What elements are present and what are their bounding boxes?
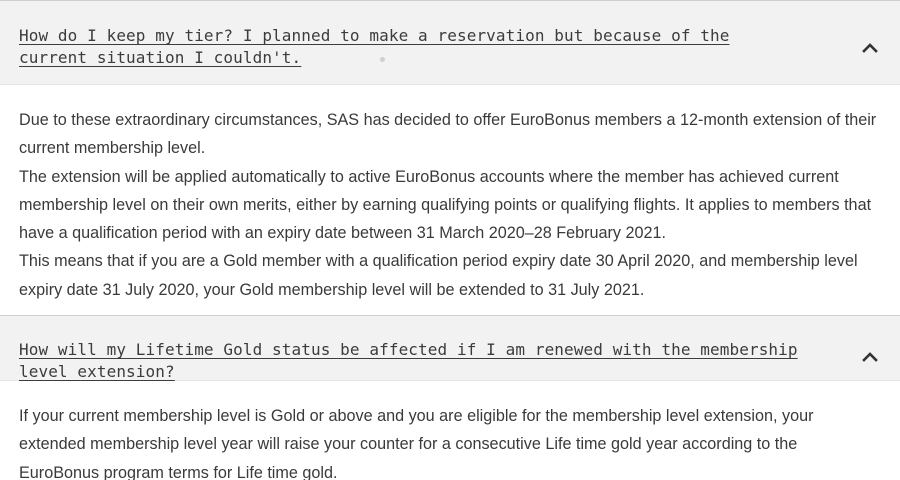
chevron-up-icon[interactable] <box>860 346 880 366</box>
decorative-dot <box>380 57 385 62</box>
faq-question-link[interactable]: How will my Lifetime Gold status be affected if I am renewed with the membership level extension? <box>19 340 798 381</box>
answer-paragraph: This means that if you are a Gold member with a qualification period expiry date 30 April 2020, and membership level expiry date 31 July 2020, your Gold membership level will be extended to 31 July 2021. <box>19 252 858 299</box>
answer-paragraph: Due to these extraordinary circumstances, SAS has decided to offer EuroBonus members a 12-month extension of their current membership level. <box>19 111 877 158</box>
chevron-up-icon[interactable] <box>860 37 880 57</box>
answer-paragraph: If your current membership level is Gold or above and you are eligible for the membership level extension, your extended membership level year will raise your counter for a consecutive Life time gold year according to the EuroBonus program terms for Life time gold. <box>19 407 814 480</box>
faq-answer <box>0 381 900 480</box>
faq-question-header[interactable] <box>0 0 900 85</box>
faq-answer <box>0 85 900 315</box>
faq-question-link[interactable]: How do I keep my tier? I planned to make a reservation but because of the current situation I couldn't. <box>19 26 730 67</box>
faq-question-header[interactable] <box>0 315 900 381</box>
faq-item <box>0 315 900 480</box>
answer-paragraph: The extension will be applied automatically to active EuroBonus accounts where the member has achieved current membership level on their own merits, either by earning qualifying points or qualifying flights. It applies to members that have a qualification period with an expiry date between 31 March 2020–28 February 2021. <box>19 167 872 243</box>
